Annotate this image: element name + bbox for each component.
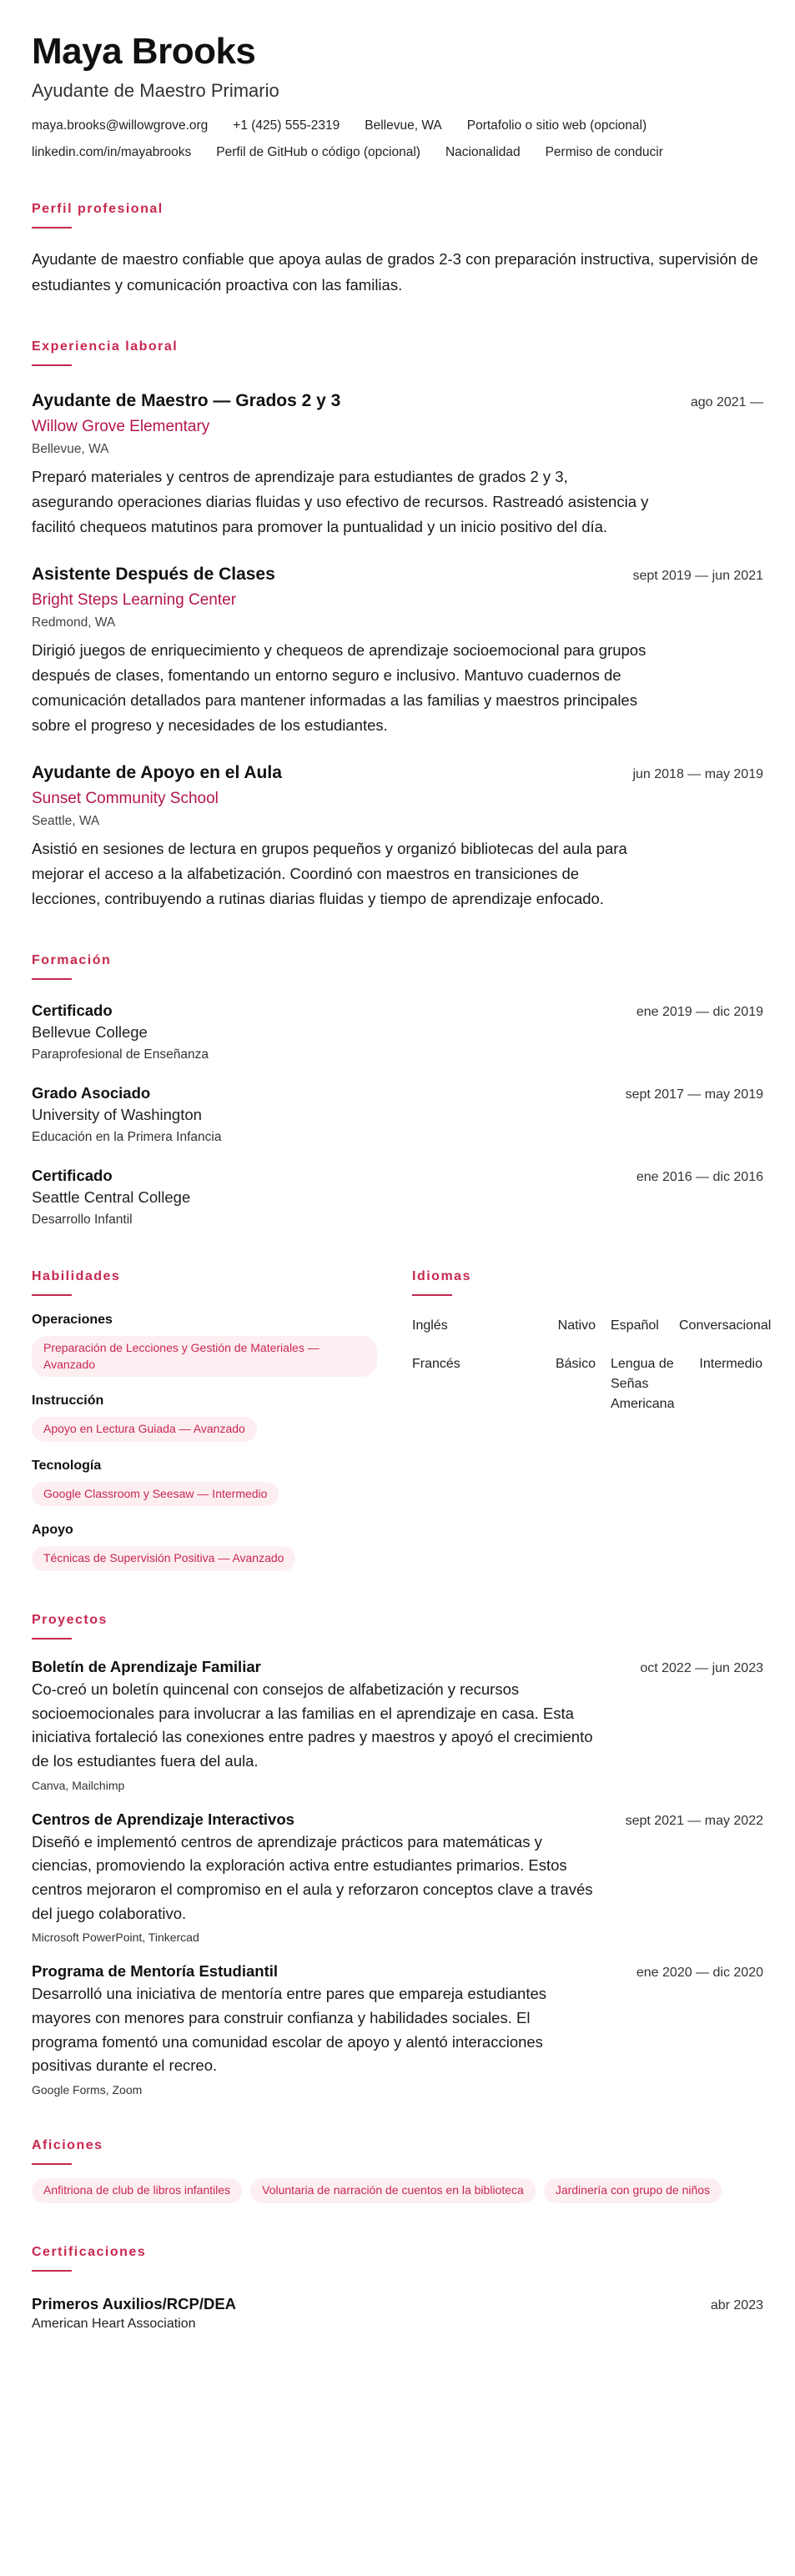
experience-section: [32, 339, 763, 911]
skill-group: [32, 1393, 377, 1442]
section-heading: Experiencia laboral: [32, 339, 179, 354]
hobby-tag: Anfitriona de club de libros infantiles: [32, 2178, 242, 2203]
project-name: Centros de Aprendizaje Interactivos: [32, 1810, 294, 1828]
language-row: [412, 1354, 762, 1414]
education-dates: sept 2017 — may 2019: [625, 1087, 763, 1102]
education-school: Seattle Central College: [32, 1188, 191, 1207]
job-role: Ayudante de Maestro — Grados 2 y 3: [32, 391, 341, 411]
education-degree: Certificado: [32, 1002, 113, 1020]
project-dates: ene 2020 — dic 2020: [636, 1966, 763, 1981]
contact-location: Bellevue, WA: [365, 118, 442, 133]
experience-item: [32, 391, 763, 540]
job-company: Sunset Community School: [32, 790, 219, 808]
language-level: Intermedio: [699, 1357, 762, 1372]
education-degree: Certificado: [32, 1167, 113, 1185]
education-degree: Grado Asociado: [32, 1084, 151, 1102]
skill-group: [32, 1523, 377, 1571]
language-name: Inglés: [412, 1318, 448, 1333]
section-divider: [32, 978, 72, 980]
section-heading: Proyectos: [32, 1613, 108, 1628]
job-location: Seattle, WA: [32, 814, 100, 829]
skills-section: [32, 1269, 377, 1571]
certification-item: [32, 2295, 763, 2332]
hobby-tag: Voluntaria de narración de cuentos en la biblioteca: [250, 2178, 536, 2203]
contact-list: [32, 118, 766, 160]
project-dates: oct 2022 — jun 2023: [640, 1661, 763, 1676]
education-section: [32, 953, 763, 1228]
section-divider: [32, 227, 72, 228]
hobbies-section: [32, 2138, 763, 2203]
section-heading: Aficiones: [32, 2138, 103, 2153]
section-divider: [32, 1294, 72, 1296]
job-location: Bellevue, WA: [32, 442, 109, 457]
section-divider: [32, 364, 72, 366]
section-divider: [412, 1294, 452, 1296]
project-description: Co-creó un boletín quincenal con consejos de alfabetización y recursos socioemocionales para involucrar a las familias en el aprendizaje en casa. Esta iniciativa fortaleció las conexiones entre padres y maestros y apoyó el crecimiento de los estudiantes fuera del aula.: [32, 1680, 593, 1770]
job-company: Willow Grove Elementary: [32, 418, 210, 436]
education-field: Desarrollo Infantil: [32, 1213, 133, 1228]
job-description: Dirigió juegos de enriquecimiento y chequeos de aprendizaje socioemocional para grupos después de clases, fomentando un entorno seguro e inclusivo. Mantuvo cuadernos de comunicación detallados para mantener informadas a las familias y maestros principales sobre el progreso y necesidades de los estudiantes.: [32, 641, 647, 735]
language-table: [412, 1316, 772, 1414]
skill-category: Tecnología: [32, 1458, 102, 1473]
section-divider: [32, 1638, 72, 1640]
project-name: Programa de Mentoría Estudiantil: [32, 1962, 279, 1981]
profile-summary: Ayudante de maestro confiable que apoya aulas de grados 2-3 con preparación instructiva, supervisión de estudiantes y comunicación proactiva con las familias.: [32, 250, 758, 294]
profile-section: [32, 202, 763, 298]
section-heading: Certificaciones: [32, 2244, 147, 2259]
job-location: Redmond, WA: [32, 615, 116, 630]
section-heading: Habilidades: [32, 1269, 121, 1284]
project-dates: sept 2021 — may 2022: [625, 1813, 763, 1828]
project-description: Desarrolló una iniciativa de mentoría entre pares que empareja estudiantes mayores con menores para construir confianza y habilidades sociales. El programa fomentó una comunidad escolar de apoyo y alentó interacciones positivas durante el recreo.: [32, 1985, 547, 2075]
project-tools: Canva, Mailchimp: [32, 1778, 125, 1792]
skill-group: [32, 1459, 377, 1507]
skill-tag: Preparación de Lecciones y Gestión de Materiales — Avanzado: [32, 1336, 377, 1377]
education-dates: ene 2019 — dic 2019: [636, 1005, 763, 1020]
section-heading: Formación: [32, 953, 112, 968]
language-name: Francés: [412, 1357, 460, 1372]
education-school: Bellevue College: [32, 1023, 148, 1042]
experience-item: [32, 565, 763, 738]
skill-tag: Técnicas de Supervisión Positiva — Avanzado: [32, 1546, 295, 1571]
languages-section: [412, 1269, 772, 1571]
contact-driving-license: Permiso de conducir: [545, 145, 663, 160]
contact-nationality: Nacionalidad: [445, 145, 521, 160]
certification-issuer: American Heart Association: [32, 2316, 196, 2331]
language-name: Español: [611, 1318, 659, 1333]
job-dates: sept 2019 — jun 2021: [632, 569, 763, 584]
skill-group: [32, 1313, 377, 1377]
section-heading: Idiomas: [412, 1269, 471, 1284]
education-field: Paraprofesional de Enseñanza: [32, 1047, 209, 1062]
project-item: [32, 1810, 763, 1945]
education-item: [32, 1002, 763, 1062]
project-item: [32, 1658, 763, 1792]
certification-date: abr 2023: [710, 2297, 763, 2312]
skill-tag: Apoyo en Lectura Guiada — Avanzado: [32, 1417, 257, 1442]
contact-linkedin[interactable]: linkedin.com/in/mayabrooks: [32, 145, 192, 160]
hobby-list: [32, 2178, 763, 2203]
project-tools: Microsoft PowerPoint, Tinkercad: [32, 1931, 199, 1945]
certification-name: Primeros Auxilios/RCP/DEA: [32, 2294, 237, 2312]
contact-phone[interactable]: +1 (425) 555-2319: [233, 118, 340, 133]
contact-portfolio[interactable]: Portafolio o sitio web (opcional): [466, 118, 647, 133]
skills-languages-row: [32, 1269, 772, 1571]
contact-github[interactable]: Perfil de GitHub o código (opcional): [216, 145, 420, 160]
education-dates: ene 2016 — dic 2016: [636, 1170, 763, 1185]
language-level: Nativo: [557, 1318, 596, 1333]
language-level: Conversacional: [679, 1318, 772, 1333]
education-item: [32, 1167, 763, 1228]
certifications-section: [32, 2245, 763, 2332]
education-item: [32, 1084, 763, 1145]
job-role: Asistente Después de Clases: [32, 565, 275, 585]
skill-category: Operaciones: [32, 1313, 113, 1328]
job-description: Asistió en sesiones de lectura en grupos pequeños y organizó bibliotecas del aula para mejorar el acceso a la alfabetización. Coordinó con maestros en transiciones de lecciones, contribuyendo a rutinas diarias fluidas y tiempo de aprendizaje enfocado.: [32, 840, 627, 908]
candidate-title: Ayudante de Maestro Primario: [32, 80, 279, 102]
job-company: Bright Steps Learning Center: [32, 591, 237, 610]
language-name: Lengua de Señas Americana: [611, 1357, 675, 1412]
section-divider: [32, 2270, 72, 2272]
hobby-tag: Jardinería con grupo de niños: [544, 2178, 722, 2203]
job-role: Ayudante de Apoyo en el Aula: [32, 763, 282, 783]
education-school: University of Washington: [32, 1106, 202, 1124]
language-level: Básico: [555, 1357, 596, 1372]
project-tools: Google Forms, Zoom: [32, 2083, 143, 2097]
candidate-name: Maya Brooks: [32, 31, 256, 72]
skill-tag: Google Classroom y Seesaw — Intermedio: [32, 1482, 279, 1507]
project-description: Diseñó e implementó centros de aprendizaje prácticos para matemáticas y ciencias, promoviendo la exploración activa entre estudiantes primarios. Estos centros mejoraron el compromiso en el aula y reforzaron conceptos clave a través del juego colaborativo.: [32, 1832, 593, 1922]
project-name: Boletín de Aprendizaje Familiar: [32, 1658, 261, 1676]
section-heading: Perfil profesional: [32, 202, 164, 217]
job-dates: ago 2021 —: [690, 395, 763, 410]
resume-header: [32, 32, 763, 160]
projects-section: [32, 1613, 763, 2096]
job-dates: jun 2018 — may 2019: [632, 767, 763, 782]
language-row: [412, 1316, 772, 1336]
project-item: [32, 1962, 763, 2096]
skill-category: Apoyo: [32, 1523, 73, 1538]
job-description: Preparó materiales y centros de aprendizaje para estudiantes de grados 2 y 3, asegurando operaciones diarias fluidas y uso efectivo de recursos. Rastreadó asistencia y facilitó chequeos matutinos para promover la puntualidad y un inicio positivo del día.: [32, 468, 649, 536]
section-divider: [32, 2163, 72, 2165]
education-field: Educación en la Primera Infancia: [32, 1130, 222, 1145]
experience-item: [32, 763, 763, 911]
contact-email[interactable]: maya.brooks@willowgrove.org: [32, 118, 209, 133]
skill-category: Instrucción: [32, 1393, 104, 1409]
